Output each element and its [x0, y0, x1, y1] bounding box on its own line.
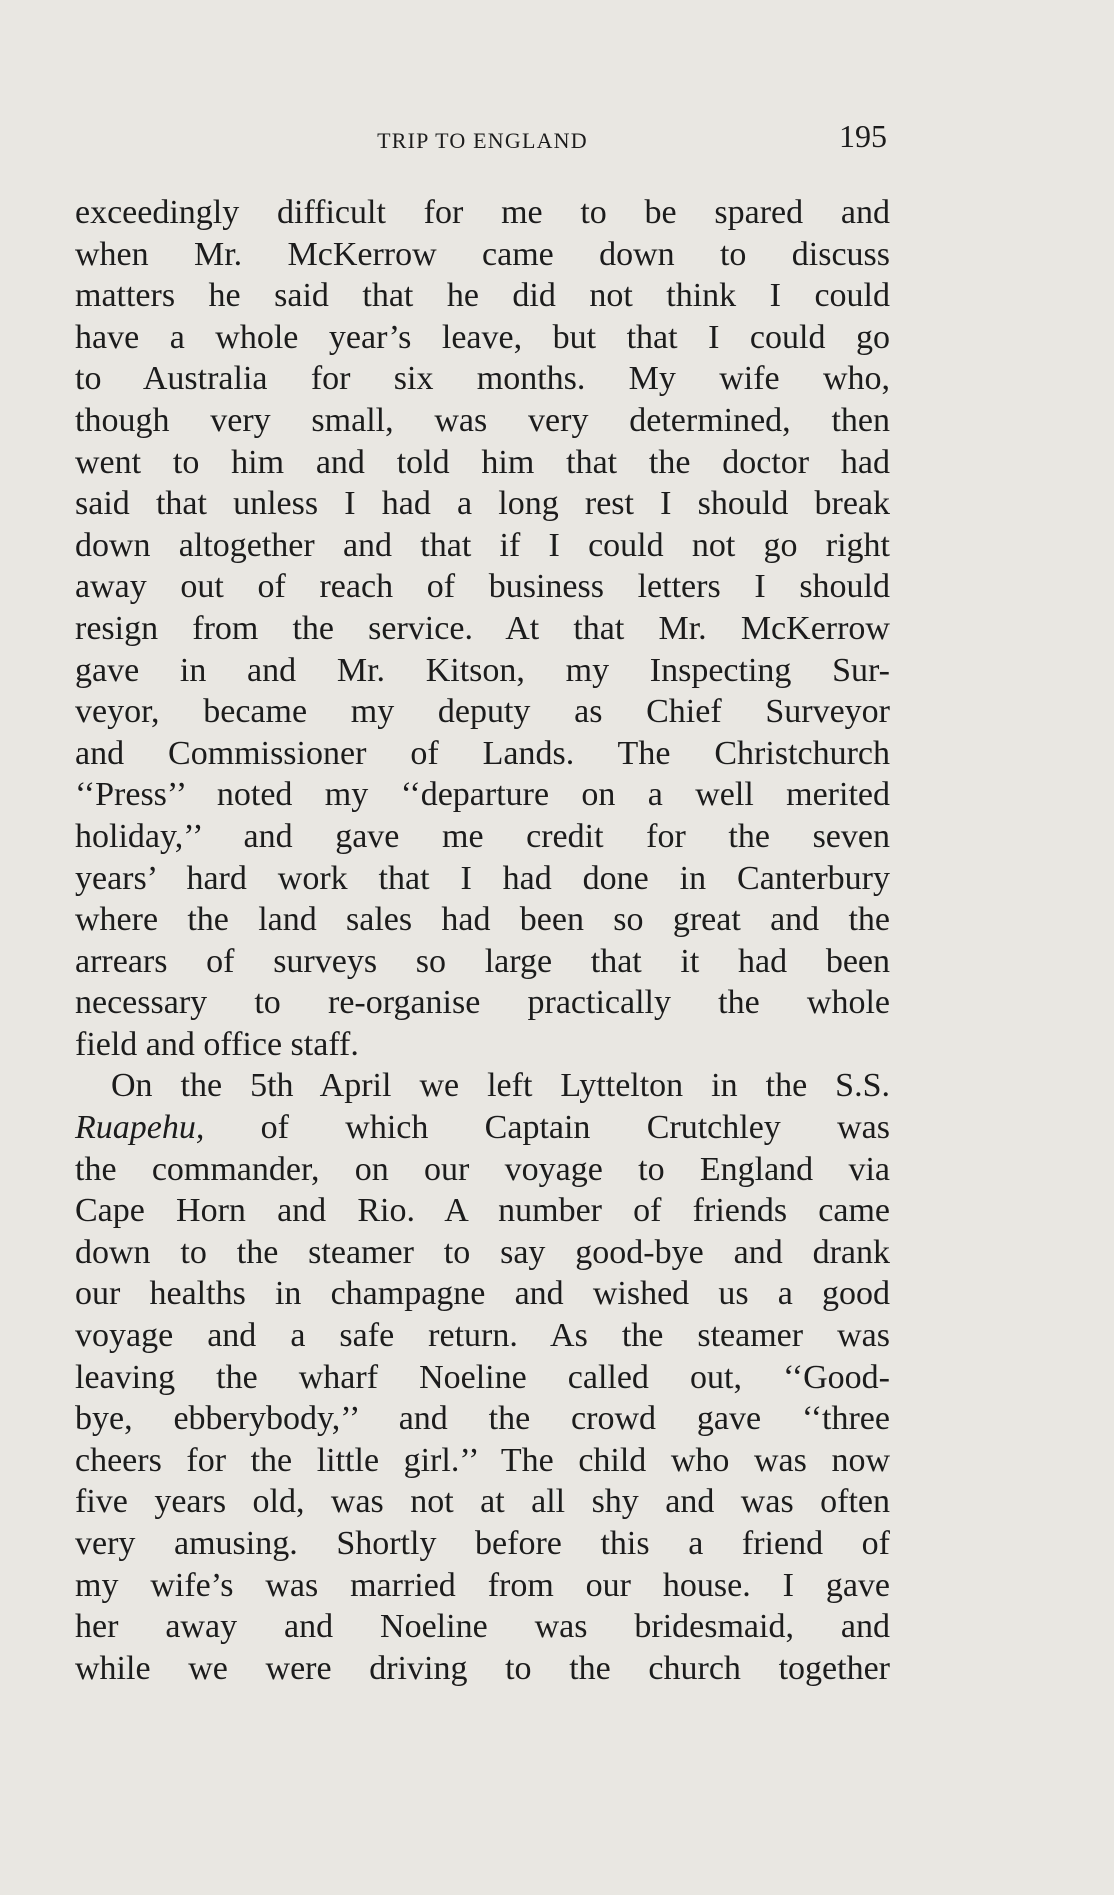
- text-line: while we were driving to the church together: [75, 1649, 890, 1687]
- running-title: TRIP TO ENGLAND: [377, 128, 588, 153]
- text-line: and Commissioner of Lands. The Christchurch: [75, 734, 890, 772]
- text-line: went to him and told him that the doctor had: [75, 443, 890, 481]
- text-line: where the land sales had been so great and the: [75, 901, 890, 939]
- text-line: have a whole year’s leave, but that I could go: [75, 318, 890, 356]
- text-line: exceedingly difficult for me to be spared and: [75, 194, 890, 231]
- running-head: [75, 118, 890, 158]
- text-line: gave in and Mr. Kitson, my Inspecting Sur-: [75, 651, 890, 689]
- text-line: field and office staff.: [75, 1025, 359, 1063]
- text-line: On the 5th April we left Lyttelton in the S.S.: [111, 1067, 890, 1105]
- ship-name: Ruapehu,: [75, 1109, 205, 1147]
- text-line: down altogether and that if I could not go right: [75, 526, 890, 564]
- text-line-rest: of which Captain Crutchley was: [204, 1109, 890, 1147]
- text-line: down to the steamer to say good-bye and drank: [75, 1233, 890, 1271]
- text-line: [75, 1107, 890, 1149]
- text-line: necessary to re-organise practically the whole: [75, 984, 890, 1022]
- text-line: years’ hard work that I had done in Canterbury: [75, 859, 890, 897]
- text-line: away out of reach of business letters I should: [75, 568, 890, 606]
- paragraph-2: [75, 1065, 890, 1689]
- text-line: her away and Noeline was bridesmaid, and: [75, 1608, 890, 1646]
- text-line: veyor, became my deputy as Chief Surveyor: [75, 693, 890, 731]
- page-number: 195: [839, 118, 887, 154]
- text-line: when Mr. McKerrow came down to discuss: [75, 235, 890, 273]
- body-text: [75, 192, 890, 1689]
- text-line: five years old, was not at all shy and was often: [75, 1483, 890, 1521]
- paragraph-1: [75, 192, 890, 1065]
- text-line: leaving the wharf Noeline called out, ‘‘Good-: [75, 1358, 890, 1396]
- text-line: my wife’s was married from our house. I gave: [75, 1566, 890, 1604]
- text-line: Cape Horn and Rio. A number of friends came: [75, 1192, 890, 1230]
- text-line: the commander, on our voyage to England via: [75, 1150, 890, 1188]
- text-line: cheers for the little girl.’’ The child who was now: [75, 1441, 890, 1479]
- text-line: holiday,’’ and gave me credit for the seven: [75, 817, 890, 855]
- text-line: voyage and a safe return. As the steamer was: [75, 1317, 890, 1355]
- text-line: our healths in champagne and wished us a good: [75, 1275, 890, 1313]
- text-line: said that unless I had a long rest I should break: [75, 485, 890, 523]
- text-line: to Australia for six months. My wife who,: [75, 360, 890, 398]
- text-line: resign from the service. At that Mr. McKerrow: [75, 609, 890, 647]
- text-line: matters he said that he did not think I could: [75, 277, 890, 315]
- text-line: arrears of surveys so large that it had been: [75, 942, 890, 980]
- text-line: though very small, was very determined, then: [75, 401, 890, 439]
- text-line: ‘‘Press’’ noted my ‘‘departure on a well merited: [75, 776, 890, 814]
- text-line: bye, ebberybody,’’ and the crowd gave ‘‘three: [75, 1400, 890, 1438]
- text-line: very amusing. Shortly before this a friend of: [75, 1525, 890, 1562]
